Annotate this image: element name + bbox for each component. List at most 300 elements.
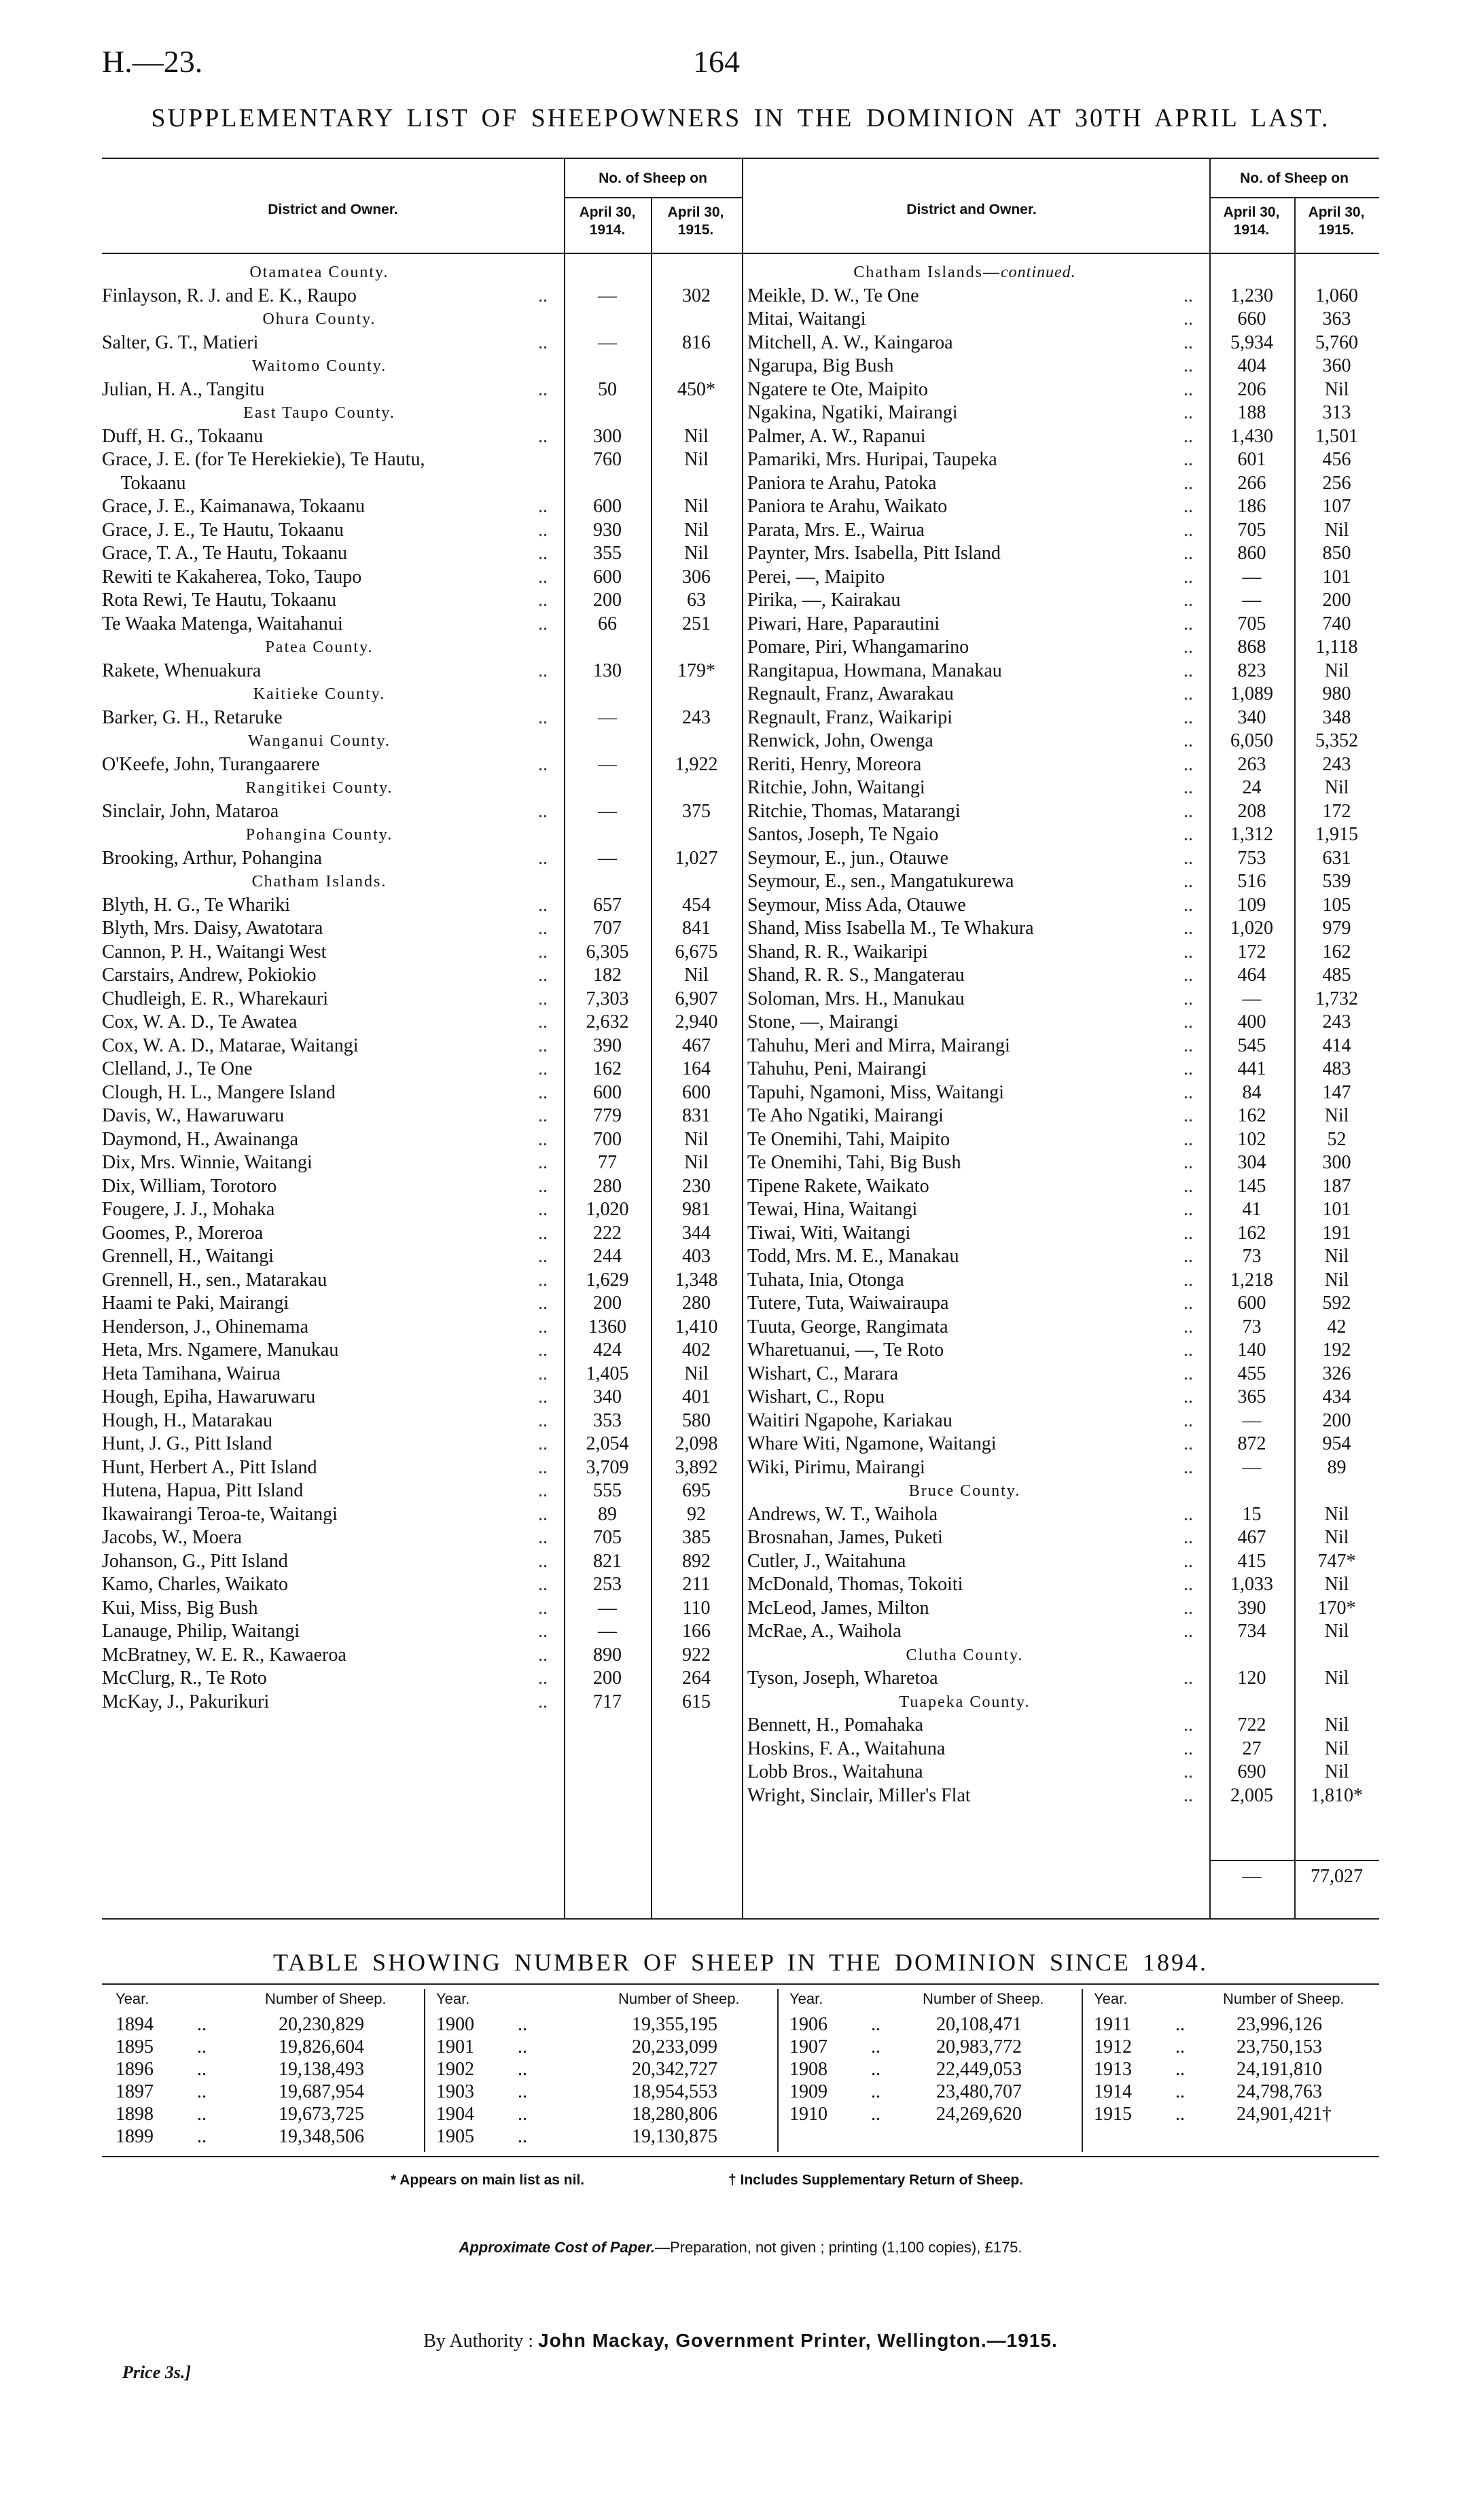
sheep-1915: 313	[1322, 402, 1351, 423]
owner-name: Chudleigh, E. R., Wharekauri	[102, 988, 329, 1009]
sheep-1915: Nil	[1324, 1668, 1349, 1689]
history-sheep-count: 24,269,620	[936, 2104, 1022, 2125]
cost-text: —Preparation, not given ; printing (1,100 copies), £175.	[654, 2239, 1022, 2256]
owner-row	[747, 1433, 1379, 1456]
cost-of-paper	[102, 2239, 1379, 2256]
sheep-1914: 1,230	[1230, 285, 1273, 306]
year-column-header: Year.	[789, 1990, 823, 2007]
leader-dots: ..	[1184, 871, 1193, 892]
owner-row	[747, 964, 1379, 987]
owner-row	[747, 636, 1379, 659]
total-1914: —	[1242, 1866, 1262, 1887]
sheep-1915: 326	[1322, 1363, 1351, 1384]
history-sheep-count: 18,280,806	[632, 2104, 717, 2125]
owner-row	[102, 1526, 742, 1549]
sheep-1914: 304	[1237, 1152, 1266, 1173]
leader-dots: ..	[1184, 1011, 1193, 1032]
owner-name: Ikawairangi Teroa-te, Waitangi	[102, 1503, 338, 1525]
owner-row	[747, 941, 1379, 964]
sheep-1915: 747*	[1317, 1550, 1356, 1572]
county-heading	[102, 308, 537, 331]
sheep-1915: Nil	[1324, 660, 1349, 681]
owner-name: Salter, G. T., Matieri	[102, 331, 259, 353]
sheep-1915: 600	[682, 1081, 711, 1103]
sheep-1915: 162	[1322, 941, 1351, 962]
owner-row	[747, 1034, 1379, 1058]
owner-name: Grace, T. A., Te Hautu, Tokaanu	[102, 543, 348, 564]
owner-row	[102, 1245, 742, 1268]
sheep-1915: 2,940	[675, 1011, 718, 1032]
authority-prefix: By Authority :	[423, 2330, 539, 2352]
sheep-1915: 434	[1322, 1386, 1351, 1407]
owner-name: Rangitapua, Howmana, Manakau	[747, 660, 1002, 681]
sheep-1915: 740	[1322, 613, 1351, 634]
county-heading	[747, 1691, 1182, 1714]
history-row	[429, 2058, 775, 2081]
owner-row	[102, 1128, 742, 1151]
owner-name: Perei, —, Maipito	[747, 566, 885, 588]
leader-dots: ..	[538, 378, 548, 400]
owner-name: Hoskins, F. A., Waitahuna	[747, 1738, 946, 1759]
sheep-1915: 6,675	[675, 941, 718, 962]
leader-dots: ..	[1184, 824, 1193, 845]
sheep-1914: 109	[1237, 894, 1266, 916]
owner-name: Heta, Mrs. Ngamere, Manukau	[102, 1339, 339, 1361]
leader-dots: ..	[1184, 1363, 1193, 1384]
owner-name: Haami te Paki, Mairangi	[102, 1293, 289, 1314]
owner-row	[747, 1784, 1379, 1807]
history-row	[109, 2125, 421, 2148]
history-sheep-count: 20,983,772	[936, 2036, 1022, 2057]
leader-dots: ..	[538, 425, 548, 447]
sheep-1914: 186	[1237, 496, 1266, 517]
leader-dots: ..	[1184, 285, 1193, 306]
sheep-1914: 400	[1237, 1011, 1266, 1032]
history-sheep-count: 19,673,725	[279, 2104, 364, 2125]
sheep-1914: 5,934	[1230, 331, 1273, 353]
history-year: 1905	[436, 2126, 474, 2147]
leader-dots: ..	[871, 2104, 880, 2125]
sheep-1915: 187	[1322, 1175, 1351, 1197]
owner-row	[102, 1011, 742, 1034]
owner-name: Rota Rewi, Te Hautu, Tokaanu	[102, 590, 336, 611]
sheep-1915: 363	[1322, 308, 1351, 329]
sheep-1915: 360	[1322, 355, 1351, 376]
sheep-1914: 705	[1237, 519, 1266, 541]
sheep-1915: Nil	[1324, 1621, 1349, 1642]
history-sheep-count: 20,108,471	[936, 2014, 1022, 2035]
owner-name: Wright, Sinclair, Miller's Flat	[747, 1784, 971, 1806]
history-row	[1087, 2013, 1379, 2036]
leader-dots: ..	[1184, 918, 1193, 939]
owner-name: Duff, H. G., Tokaanu	[102, 425, 264, 447]
owner-name: McKay, J., Pakurikuri	[102, 1691, 270, 1712]
sheep-1914: 208	[1237, 800, 1266, 822]
history-sheep-count: 20,233,099	[632, 2036, 717, 2057]
owner-name: Hunt, Herbert A., Pitt Island	[102, 1456, 317, 1478]
sheep-1915: 302	[682, 285, 711, 306]
history-group-divider	[777, 1989, 779, 2152]
owner-row	[102, 1667, 742, 1690]
sheep-on-header-left: No. of Sheep on	[599, 170, 707, 186]
sheep-1914: 340	[593, 1386, 622, 1407]
sheep-1914: 734	[1237, 1621, 1266, 1642]
owner-row	[102, 519, 742, 542]
sheep-1915: Nil	[684, 1152, 709, 1173]
leader-dots: ..	[1184, 1034, 1193, 1056]
sheep-1915: 348	[1322, 706, 1351, 728]
leader-dots: ..	[1184, 613, 1193, 634]
owner-row	[747, 800, 1379, 823]
history-table-title: TABLE SHOWING NUMBER OF SHEEP IN THE DOMINION SINCE 1894.	[272, 1949, 1209, 1976]
leader-dots: ..	[1184, 1550, 1193, 1572]
sheep-1914: 823	[1237, 660, 1266, 681]
owner-row	[102, 941, 742, 964]
leader-dots: ..	[1184, 1386, 1193, 1407]
owner-name: Tuhata, Inia, Otonga	[747, 1269, 904, 1291]
leader-dots: ..	[1184, 566, 1193, 588]
owner-row	[747, 706, 1379, 730]
owner-row	[747, 1011, 1379, 1034]
sheep-1914: 1,312	[1230, 824, 1273, 845]
owner-name: Kui, Miss, Big Bush	[102, 1597, 258, 1619]
leader-dots: ..	[1184, 1668, 1193, 1689]
owner-name: Johanson, G., Pitt Island	[102, 1550, 288, 1572]
sheep-1915: 264	[682, 1668, 711, 1689]
sheep-1915: 200	[1322, 1409, 1351, 1431]
sheep-1914: —	[598, 847, 617, 869]
owner-name: McLeod, James, Milton	[747, 1597, 929, 1619]
history-year: 1911	[1094, 2014, 1131, 2035]
county-name: Chatham Islands—	[853, 264, 1001, 281]
owner-row	[102, 1433, 742, 1456]
owner-name: Seymour, Miss Ada, Otauwe	[747, 894, 966, 916]
owner-name: Jacobs, W., Moera	[102, 1527, 243, 1548]
sheep-1915: 6,907	[675, 988, 718, 1009]
sheep-1914: 162	[1237, 1105, 1266, 1126]
history-row	[429, 2103, 775, 2125]
owner-name: Te Waaka Matenga, Waitahanui	[102, 613, 343, 634]
sheep-1914: 6,305	[586, 941, 629, 962]
sheep-1915: 256	[1322, 472, 1351, 494]
owner-name: Reriti, Henry, Moreora	[747, 753, 922, 775]
owner-name: Cutler, J., Waitahuna	[747, 1550, 906, 1572]
owner-row	[747, 847, 1379, 870]
owner-name: Tokaanu	[102, 472, 186, 494]
sheep-1915: 403	[682, 1246, 711, 1267]
owner-row	[102, 1597, 742, 1620]
history-row	[109, 2058, 421, 2081]
owner-name: Paynter, Mrs. Isabella, Pitt Island	[747, 543, 1001, 564]
leader-dots: ..	[1184, 355, 1193, 376]
owner-name: Daymond, H., Awainanga	[102, 1128, 299, 1150]
sheep-1915: 467	[682, 1034, 711, 1056]
owner-name: Ngatere te Ote, Maipito	[747, 378, 928, 400]
sheep-1914: —	[1242, 988, 1262, 1009]
leader-dots: ..	[538, 1456, 548, 1478]
owner-name: Seymour, E., jun., Otauwe	[747, 847, 948, 869]
sheep-1915: 243	[682, 706, 711, 728]
owner-row	[102, 425, 742, 448]
sheep-1915: 230	[682, 1175, 711, 1197]
owner-row	[747, 917, 1379, 940]
history-sheep-count: 19,130,875	[632, 2126, 717, 2147]
history-row	[783, 2081, 1079, 2103]
page-number: 164	[693, 44, 740, 79]
leader-dots: ..	[197, 2104, 207, 2125]
owner-row	[102, 1363, 742, 1386]
sheep-1915: 1,915	[1315, 824, 1358, 845]
history-row	[1087, 2081, 1379, 2103]
owner-name: McBratney, W. E. R., Kawaeroa	[102, 1644, 346, 1666]
leader-dots: ..	[538, 1409, 548, 1431]
sheep-1915: 401	[682, 1386, 711, 1407]
owner-row	[747, 613, 1379, 636]
owner-row	[102, 1081, 742, 1104]
owner-row	[747, 589, 1379, 612]
sheep-1914: 1,405	[586, 1363, 629, 1384]
owner-name: Grennell, H., sen., Matarakau	[102, 1269, 327, 1291]
owner-name: Lanauge, Philip, Waitangi	[102, 1621, 300, 1642]
owner-name: Rewiti te Kakaherea, Toko, Taupo	[102, 566, 362, 588]
sheep-1914: 1,629	[586, 1269, 629, 1291]
owner-row	[102, 1479, 742, 1502]
sheep-1915: 1,410	[675, 1316, 718, 1337]
owner-name: Goomes, P., Moreroa	[102, 1222, 264, 1244]
leader-dots: ..	[1184, 590, 1193, 611]
owner-name: Tahuhu, Peni, Mairangi	[747, 1058, 927, 1079]
owner-name: Henderson, J., Ohinemama	[102, 1316, 309, 1337]
owner-row	[747, 776, 1379, 799]
sheep-1914: 73	[1242, 1246, 1262, 1267]
county-heading	[102, 776, 537, 799]
owner-row	[747, 753, 1379, 776]
history-year: 1900	[436, 2014, 474, 2035]
sheep-1914: 300	[593, 425, 622, 447]
leader-dots: ..	[1184, 1621, 1193, 1642]
owner-name: Clough, H. L., Mangere Island	[102, 1081, 336, 1103]
owner-row	[747, 894, 1379, 917]
leader-dots: ..	[538, 1550, 548, 1572]
owner-name: Hough, Epiha, Hawaruwaru	[102, 1386, 316, 1407]
leader-dots: ..	[538, 1480, 548, 1501]
sheep-1914: 860	[1237, 543, 1266, 564]
owner-name: Te Onemihi, Tahi, Big Bush	[747, 1152, 961, 1173]
owner-name: Pamariki, Mrs. Huripai, Taupeka	[747, 449, 997, 470]
sheep-1915: Nil	[684, 496, 709, 517]
owner-row	[102, 1691, 742, 1714]
owner-name: Davis, W., Hawaruwaru	[102, 1105, 285, 1126]
owner-row	[747, 1104, 1379, 1128]
leader-dots: ..	[1184, 1597, 1193, 1619]
sheep-1915: 1,732	[1315, 988, 1358, 1009]
owner-name: Regnault, Franz, Waikaripi	[747, 706, 953, 728]
leader-dots: ..	[538, 706, 548, 728]
sheep-1914: 600	[593, 566, 622, 588]
owner-row	[747, 1292, 1379, 1315]
sheep-1915: 922	[682, 1644, 711, 1666]
table-top-rule	[102, 158, 1379, 159]
leader-dots: ..	[518, 2081, 527, 2102]
sheep-1914: 404	[1237, 355, 1266, 376]
history-year: 1901	[436, 2036, 474, 2057]
document-reference: H.—23.	[102, 44, 203, 79]
leader-dots: ..	[538, 1175, 548, 1197]
sheep-1915: 375	[682, 800, 711, 822]
history-sheep-count: 20,342,727	[632, 2059, 717, 2080]
left-subhead-rule	[564, 197, 742, 198]
sheep-1914: 15	[1242, 1503, 1262, 1525]
owner-name: Cox, W. A. D., Matarae, Waitangi	[102, 1034, 359, 1056]
sheep-1915: 456	[1322, 449, 1351, 470]
sheep-1915: 344	[682, 1222, 711, 1244]
sheep-1914: —	[1242, 1409, 1262, 1431]
sheep-1914: 872	[1237, 1433, 1266, 1454]
leader-dots: ..	[1184, 988, 1193, 1009]
sheep-1914: 600	[593, 496, 622, 517]
owner-row	[102, 1104, 742, 1128]
sheep-1915: Nil	[1324, 1527, 1349, 1548]
sheep-1914: 464	[1237, 965, 1266, 986]
sheep-1914: 545	[1237, 1034, 1266, 1056]
leader-dots: ..	[871, 2059, 880, 2080]
sheep-1914: —	[598, 331, 617, 353]
leader-dots: ..	[538, 965, 548, 986]
sheep-1915: 831	[682, 1105, 711, 1126]
owner-row	[747, 870, 1379, 893]
sheep-1914: 244	[593, 1246, 622, 1267]
owner-row	[747, 1316, 1379, 1339]
owner-name: Tapuhi, Ngamoni, Miss, Waitangi	[747, 1081, 1004, 1103]
leader-dots: ..	[1184, 683, 1193, 704]
leader-dots: ..	[1184, 706, 1193, 728]
leader-dots: ..	[518, 2036, 527, 2057]
owner-row	[102, 800, 742, 823]
leader-dots: ..	[1184, 1246, 1193, 1267]
owner-row	[747, 1128, 1379, 1151]
owner-name: Todd, Mrs. M. E., Manakau	[747, 1246, 959, 1267]
history-row	[783, 2058, 1079, 2081]
owner-name: Hutena, Hapua, Pitt Island	[102, 1480, 304, 1501]
owner-row	[102, 1644, 742, 1667]
sheep-1915: 101	[1322, 566, 1351, 588]
year-1914-header-left: April 30, 1914.	[579, 204, 636, 238]
sheep-1915: 42	[1327, 1316, 1347, 1337]
history-row	[783, 2013, 1079, 2036]
owner-row	[102, 1573, 742, 1596]
leader-dots: ..	[1184, 331, 1193, 353]
leader-dots: ..	[1184, 472, 1193, 494]
sheep-1915: 980	[1322, 683, 1351, 704]
owner-name: Blyth, H. G., Te Whariki	[102, 894, 290, 916]
leader-dots: ..	[538, 519, 548, 541]
leader-dots: ..	[1184, 1339, 1193, 1361]
owner-name: Soloman, Mrs. H., Manukau	[747, 988, 965, 1009]
owner-name: Waitiri Ngapohe, Kariakau	[747, 1409, 953, 1431]
owner-name: Blyth, Mrs. Daisy, Awatotara	[102, 918, 323, 939]
owner-row	[102, 847, 742, 870]
sheep-1914: 3,709	[586, 1456, 629, 1478]
sheep-1914: —	[598, 1597, 617, 1619]
leader-dots: ..	[538, 1386, 548, 1407]
owner-row	[102, 378, 742, 401]
owner-name: Paniora te Arahu, Waikato	[747, 496, 948, 517]
owner-row	[747, 1222, 1379, 1245]
leader-dots: ..	[1184, 941, 1193, 962]
sheep-1914: 365	[1237, 1386, 1266, 1407]
year-column-header: Year.	[436, 1990, 470, 2007]
sheep-1914: 77	[598, 1152, 617, 1173]
owner-name: O'Keefe, John, Turangaarere	[102, 753, 320, 775]
sheep-1914: 722	[1237, 1714, 1266, 1735]
owner-row	[747, 1550, 1379, 1573]
sheep-1915: 402	[682, 1339, 711, 1361]
owner-name: Grace, J. E. (for Te Herekiekie), Te Hautu,	[102, 449, 425, 470]
owner-name: Piwari, Hare, Paparautini	[747, 613, 940, 634]
sheep-1915: 1,922	[675, 753, 718, 775]
leader-dots: ..	[1184, 660, 1193, 681]
sheep-1915: 92	[687, 1503, 706, 1525]
sheep-1914: 24	[1242, 777, 1262, 798]
leader-dots: ..	[1184, 1409, 1193, 1431]
leader-dots: ..	[197, 2081, 207, 2102]
owner-row	[102, 589, 742, 612]
sheep-1914: 66	[598, 613, 617, 634]
cost-label: Approximate Cost of Paper.	[459, 2239, 655, 2256]
sheep-1915: 1,060	[1315, 285, 1358, 306]
owner-name: Ngakina, Ngatiki, Mairangi	[747, 402, 958, 423]
sheep-1915: 1,501	[1315, 425, 1358, 447]
county-name: Pohangina County.	[245, 826, 393, 844]
county-heading	[102, 355, 537, 378]
leader-dots: ..	[1184, 1574, 1193, 1595]
owner-row	[747, 378, 1379, 401]
sheep-1915: Nil	[1324, 1269, 1349, 1291]
owner-name: Ritchie, John, Waitangi	[747, 777, 925, 798]
sheep-1914: 206	[1237, 378, 1266, 400]
sheep-1915: 485	[1322, 965, 1351, 986]
sheep-1915: Nil	[684, 449, 709, 470]
leader-dots: ..	[1184, 1175, 1193, 1197]
sheep-1914: —	[1242, 566, 1262, 588]
leader-dots: ..	[1184, 1293, 1193, 1314]
history-year: 1906	[789, 2014, 828, 2035]
sheep-1914: 172	[1237, 941, 1266, 962]
sheep-1915: 306	[682, 566, 711, 588]
sheep-1914: 340	[1237, 706, 1266, 728]
sheep-1915: 1,027	[675, 847, 718, 869]
leader-dots: ..	[538, 1058, 548, 1079]
total-rule	[1209, 1860, 1379, 1861]
sheep-1915: Nil	[684, 425, 709, 447]
leader-dots: ..	[1184, 894, 1193, 916]
sheep-column-header: Number of Sheep.	[618, 1990, 740, 2007]
county-name: East Taupo County.	[243, 404, 395, 422]
sheep-1915: 615	[682, 1691, 711, 1712]
history-year: 1898	[115, 2104, 154, 2125]
sheep-1914: 660	[1237, 308, 1266, 329]
printer-authority	[102, 2330, 1379, 2352]
leader-dots: ..	[538, 1293, 548, 1314]
history-year: 1895	[115, 2036, 154, 2057]
owner-name: Regnault, Franz, Awarakau	[747, 683, 954, 704]
sheep-1915: Nil	[1324, 1574, 1349, 1595]
owner-row	[102, 1269, 742, 1292]
history-sheep-count: 24,901,421†	[1236, 2104, 1332, 2125]
owner-row	[747, 1386, 1379, 1409]
leader-dots: ..	[1184, 1199, 1193, 1220]
owner-name: Parata, Mrs. E., Wairua	[747, 519, 925, 541]
